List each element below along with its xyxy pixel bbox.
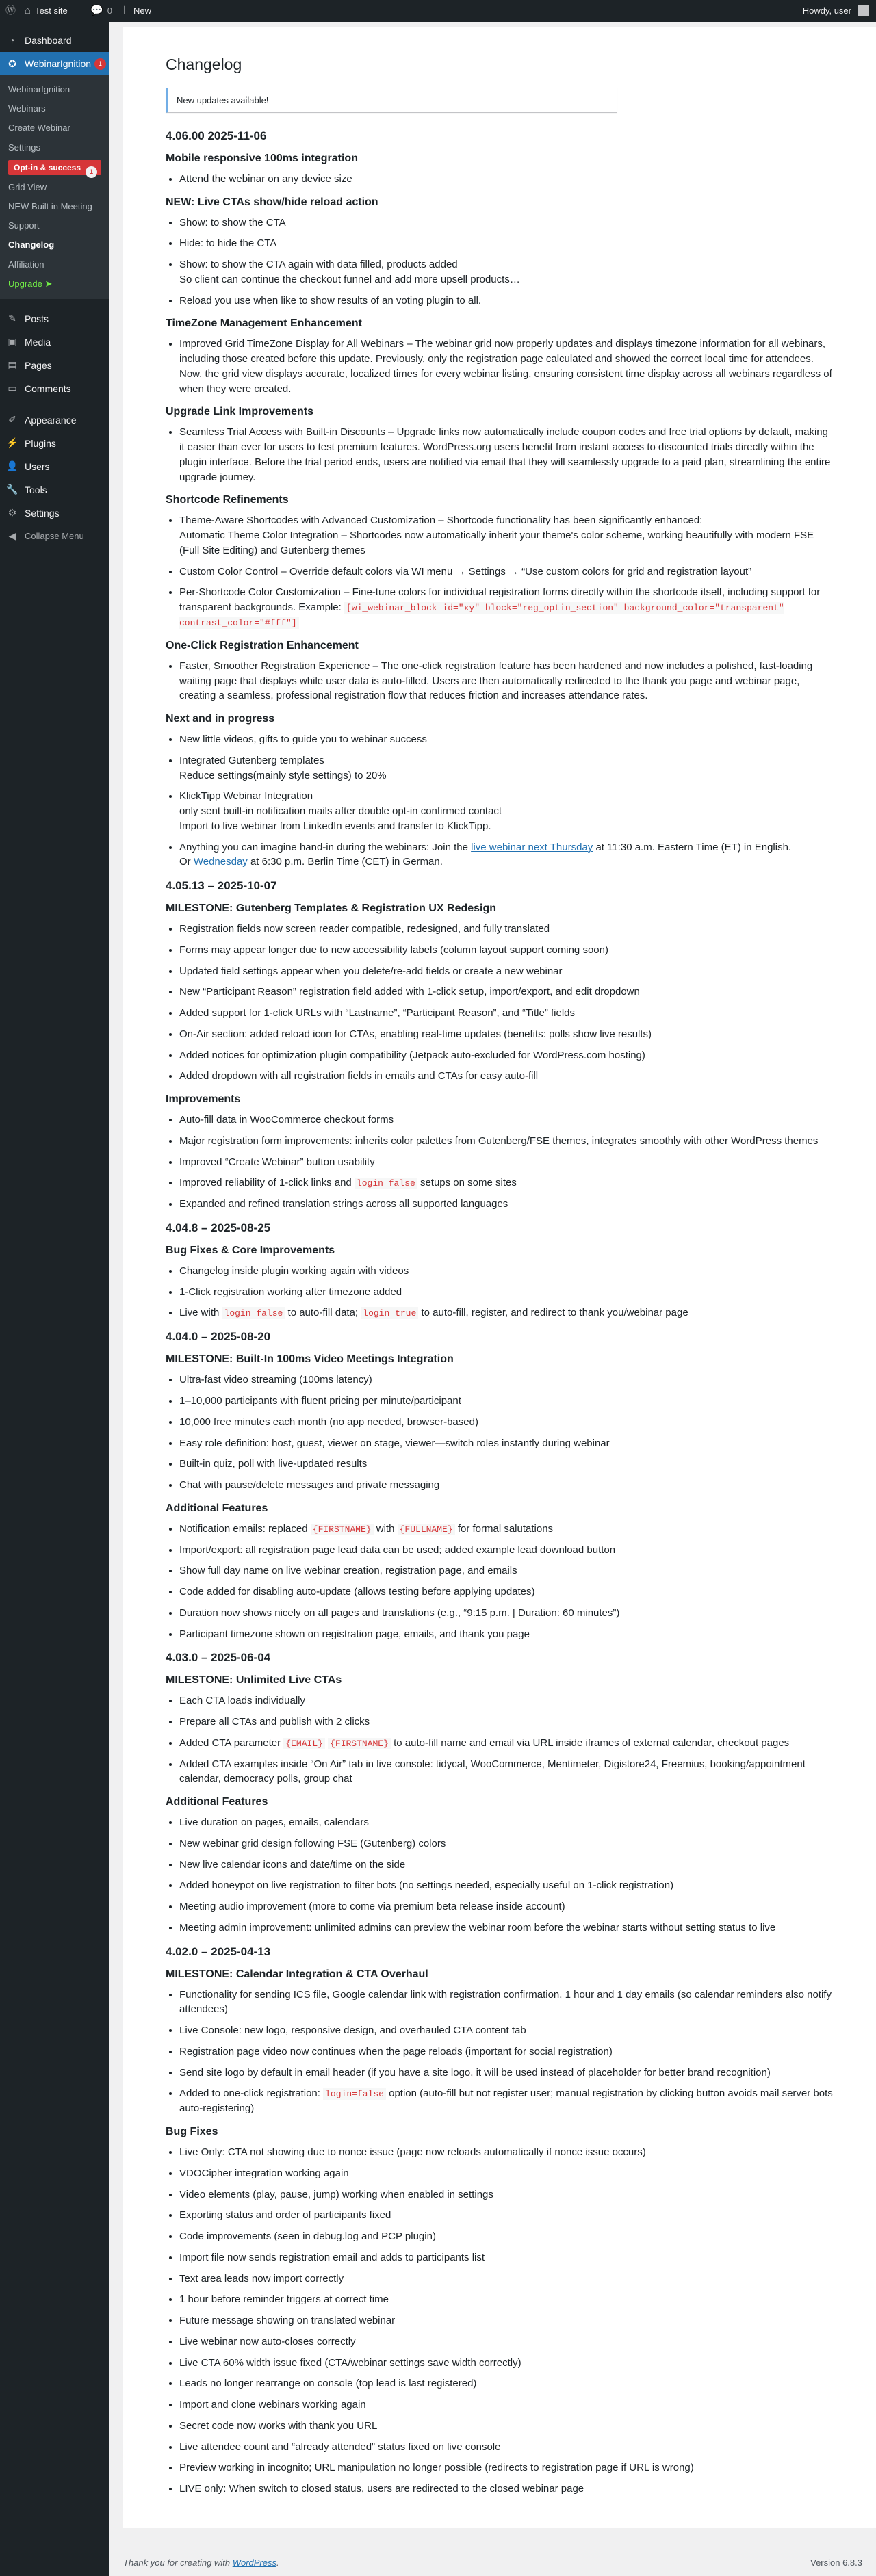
list-item: • New little videos, gifts to guide you to webinar success	[179, 732, 834, 747]
webinarignition-icon: ✪	[8, 57, 16, 69]
menu-appearance[interactable]: ✐ Appearance	[0, 408, 110, 432]
section-heading: Improvements	[166, 1093, 241, 1106]
live-webinar-link[interactable]: live webinar next Thursday	[471, 841, 593, 853]
list-item: • Custom Color Control – Override default colors via WI menu → Settings → “Use custom colors for grid and registration layout”	[179, 564, 834, 580]
comments-link[interactable]: 💬 0	[90, 0, 112, 22]
list-item: • Forms may appear longer due to new accessibility labels (column layout support coming soon)	[179, 943, 834, 958]
list-item: • 1 hour before reminder triggers at correct time	[179, 2292, 834, 2307]
section-heading: Bug Fixes & Core Improvements	[166, 1244, 335, 1256]
list-item: • Improved “Create Webinar” button usability	[179, 1155, 834, 1170]
section-heading: NEW: Live CTAs show/hide reload action	[166, 196, 378, 208]
code-snippet: login=false	[323, 2088, 386, 2100]
section-heading: MILESTONE: Calendar Integration & CTA Overhaul	[166, 1968, 428, 1980]
menu-webinarignition[interactable]: ✪ WebinarIgnition 1	[0, 52, 110, 75]
list-item: • Functionality for sending ICS file, Google calendar link with registration confirmation, 1 hour and 1 day emails (so calendar reminders also notify attendees)	[179, 1988, 834, 2018]
list-item: • Built-in quiz, poll with live-updated results	[179, 1457, 834, 1472]
list-item: • Improved Grid TimeZone Display for All Webinars – The webinar grid now properly updates and displays timezone information for all webinars, including those created before this update. Previously, only the registration page calculated and showed the correct local time for attendees. Now, the grid view displays accurate, localized times for every webinar listing, ensuring consistent time display across all webinars regardless of when they were created.	[179, 337, 834, 396]
list-item: • Added CTA parameter {EMAIL} {FIRSTNAME} to auto-fill name and email via URL inside iframes of external calendar, checkout pages	[179, 1736, 834, 1751]
list-item: • Live Only: CTA not showing due to nonce issue (page now reloads automatically if nonce issue occurs)	[179, 2145, 834, 2160]
list-item: • Auto-fill data in WooCommerce checkout forms	[179, 1113, 834, 1128]
list-item: • Text area leads now import correctly	[179, 2272, 834, 2287]
list-item: • Anything you can imagine hand-in during the webinars: Join the live webinar next Thursday at 11:30 a.m. Eastern Time (ET) in English. Or Wednesday at 6:30 p.m. Berlin Time (CET) in German.	[179, 840, 834, 870]
list-item: • Code added for disabling auto-update (allows testing before applying updates)	[179, 1585, 834, 1600]
list-item: • Show full day name on live webinar creation, registration page, and emails	[179, 1563, 834, 1578]
code-snippet: login=false	[222, 1307, 285, 1319]
page-icon: ▤	[8, 359, 17, 371]
list-item: • Chat with pause/delete messages and private messaging	[179, 1478, 834, 1493]
list-item: • LIVE only: When switch to closed status, users are redirected to the closed webinar page	[179, 2482, 834, 2497]
comment-bubble-icon: 💬	[90, 5, 103, 16]
version-heading: 4.06.00 2025-11-06	[166, 129, 267, 142]
list-item: • New “Participant Reason” registration field added with 1-click setup, import/export, and edit dropdown	[179, 985, 834, 1000]
list-item: • Import file now sends registration email and adds to participants list	[179, 2250, 834, 2265]
plus-icon: ＋	[119, 5, 130, 16]
changelog-panel	[123, 27, 876, 2528]
list-item: • Notification emails: replaced {FIRSTNAME} with {FULLNAME} for formal salutations	[179, 1522, 834, 1537]
list-item: • Live with login=false to auto-fill data; login=true to auto-fill, register, and redirect to thank you/webinar page	[179, 1305, 834, 1320]
footer-version: Version 6.8.3	[810, 2558, 862, 2568]
admin-sidebar	[0, 22, 110, 2576]
list-item: • Prepare all CTAs and publish with 2 clicks	[179, 1715, 834, 1730]
account-menu[interactable]: Howdy, user	[803, 0, 869, 22]
list-item: • Meeting admin improvement: unlimited admins can preview the webinar room before the webinar starts without setting status to live	[179, 1921, 834, 1936]
list-item: • Updated field settings appear when you delete/re-add fields or create a new webinar	[179, 964, 834, 979]
section-heading: Additional Features	[166, 1796, 268, 1808]
list-item: • Registration page video now continues when the page reloads (important for social registration)	[179, 2044, 834, 2059]
list-item: • Registration fields now screen reader compatible, redesigned, and fully translated	[179, 922, 834, 937]
list-item: • Major registration form improvements: inherits color palettes from Gutenberg/FSE themes, integrates smoothly with other WordPress themes	[179, 1134, 834, 1149]
section-heading: Additional Features	[166, 1502, 268, 1514]
code-snippet: login=true	[361, 1307, 418, 1319]
update-badge: 1	[94, 58, 106, 70]
section-heading: TimeZone Management Enhancement	[166, 317, 362, 330]
version-heading: 4.03.0 – 2025-06-04	[166, 1651, 271, 1665]
list-item: • 1–10,000 participants with fluent pricing per minute/participant	[179, 1394, 834, 1409]
home-icon: ⌂	[25, 5, 31, 16]
list-item: • Code improvements (seen in debug.log and PCP plugin)	[179, 2229, 834, 2244]
media-icon: ▣	[8, 336, 17, 348]
section-heading: One-Click Registration Enhancement	[166, 639, 359, 651]
list-item: • Send site logo by default in email header (if you have a site logo, it will be used instead of placeholder for better brand recognition)	[179, 2066, 834, 2081]
list-item: • Faster, Smoother Registration Experience – The one-click registration feature has been hardened and now includes a polished, fast-loading waiting page that displays while user data is auto-filled. Users are then automatically redirected to the thank you page and webinar page, creating a seamless, professional registration flow that reduces friction and increases attendance rates.	[179, 659, 834, 703]
list-item: • Import/export: all registration page lead data can be used; added example lead download button	[179, 1543, 834, 1558]
section-heading: Bug Fixes	[166, 2126, 218, 2138]
submenu-affiliation[interactable]: Affiliation	[8, 259, 44, 270]
submenu-settings[interactable]: Settings	[8, 142, 40, 153]
list-item: • Meeting audio improvement (more to come via premium beta release inside account)	[179, 1899, 834, 1914]
list-item: • Ultra-fast video streaming (100ms latency)	[179, 1372, 834, 1388]
submenu-create-webinar[interactable]: Create Webinar	[8, 122, 70, 133]
code-snippet: [wi_webinar_block id="xy" block="reg_optin_section" background_color="transparent" contrast_color="#fff"]	[179, 603, 784, 628]
menu-users[interactable]: 👤 Users	[6, 460, 50, 472]
list-item: • On-Air section: added reload icon for CTAs, enabling real-time updates (benefits: polls show live results)	[179, 1027, 834, 1042]
menu-plugins[interactable]: ⚡ Plugins	[6, 437, 56, 449]
version-heading: 4.05.13 – 2025-10-07	[166, 879, 277, 893]
list-item: • Show: to show the CTA again with data filled, products added So client can continue the checkout funnel and add more upsell products…	[179, 257, 834, 287]
list-item: • 10,000 free minutes each month (no app needed, browser-based)	[179, 1415, 834, 1430]
pin-icon: ✎	[8, 313, 16, 324]
list-item: • Live attendee count and “already attended” status fixed on live console	[179, 2440, 834, 2455]
settings-icon: ⚙	[8, 507, 17, 519]
list-item: • KlickTipp Webinar Integration only sent built-in notification mails after double opt-in confirmed contact Import to live webinar from LinkedIn events and transfer to KlickTipp.	[179, 789, 834, 833]
list-item: • New webinar grid design following FSE (Gutenberg) colors	[179, 1836, 834, 1851]
footer-thanks: Thank you for creating with WordPress.	[123, 2558, 279, 2568]
menu-posts[interactable]: ✎ Posts	[0, 307, 110, 330]
list-item: • Added CTA examples inside “On Air” tab in live console: tidycal, WooCommerce, Mentimeter, Digistore24, Freemius, booking/appointment calendar, democracy polls, group chat	[179, 1757, 834, 1787]
submenu-built-in-meeting[interactable]: NEW Built in Meeting	[8, 200, 92, 211]
list-item: • Added honeypot on live registration to filter bots (no settings needed, especially useful on 1-click registration)	[179, 1878, 834, 1893]
list-item: • Video elements (play, pause, jump) working when enabled in settings	[179, 2187, 834, 2202]
submenu-grid-view[interactable]: Grid View	[8, 181, 47, 192]
list-item: • Show: to show the CTA	[179, 216, 834, 231]
list-item: • Seamless Trial Access with Built-in Discounts – Upgrade links now automatically include coupon codes and free trial options by default, making it easier than ever for users to test premium features. WordPress.org users benefit from instant access to discounted trials directly within the plugin interface. Before the trial period ends, users are notified via email that they will seamlessly upgrade to a paid plan, streamlining the entire upgrade journey.	[179, 425, 834, 484]
optin-badge: 1	[86, 166, 97, 178]
collapse-icon: ◀	[8, 530, 16, 542]
menu-dashboard[interactable]: ◔ Dashboard	[0, 29, 110, 52]
main-content	[110, 22, 876, 2560]
list-item: • Improved reliability of 1-click links and login=false setups on some sites	[179, 1175, 834, 1191]
list-item: • Easy role definition: host, guest, viewer on stage, viewer—switch roles instantly during webinar	[179, 1436, 834, 1451]
menu-media[interactable]: ▣ Media	[0, 330, 110, 354]
list-item: • Changelog inside plugin working again with videos	[179, 1264, 834, 1279]
list-item: • Exporting status and order of participants fixed	[179, 2208, 834, 2223]
list-item: • 1-Click registration working after timezone added	[179, 1285, 834, 1300]
submenu-optin-success[interactable]: Opt-in & success 1	[8, 160, 101, 175]
version-heading: 4.02.0 – 2025-04-13	[166, 1944, 271, 1958]
menu-pages[interactable]: ▤ Pages	[0, 354, 110, 377]
list-item: • New live calendar icons and date/time on the side	[179, 1858, 834, 1873]
list-item: • Participant timezone shown on registration page, emails, and thank you page	[179, 1627, 834, 1642]
wrench-icon: 🔧	[6, 484, 18, 495]
menu-settings[interactable]: ⚙ Settings	[0, 502, 110, 525]
submenu-changelog[interactable]: Changelog	[8, 239, 55, 250]
code-snippet: {EMAIL}	[283, 1738, 325, 1749]
list-item: • Secret code now works with thank you URL	[179, 2419, 834, 2434]
section-heading: MILESTONE: Gutenberg Templates & Registration UX Redesign	[166, 902, 497, 915]
list-item: • Import and clone webinars working again	[179, 2397, 834, 2412]
code-snippet: {FULLNAME}	[398, 1524, 455, 1535]
admin-bar	[0, 0, 876, 22]
dashboard-icon: ◔	[9, 35, 16, 46]
list-item: • Hide: to hide the CTA	[179, 236, 834, 251]
section-heading: MILESTONE: Built-In 100ms Video Meetings Integration	[166, 1353, 454, 1366]
admin-footer	[123, 2558, 862, 2568]
plug-icon: ⚡	[6, 437, 18, 449]
code-snippet: {FIRSTNAME}	[328, 1738, 391, 1749]
brush-icon: ✐	[8, 414, 16, 426]
list-item: • Added to one-click registration: login=false option (auto-fill but not register user; manual registration by clicking button avoids mail server bots auto-registering)	[179, 2086, 834, 2116]
submenu-upgrade[interactable]: Upgrade ➤	[8, 278, 53, 289]
list-item: • Added dropdown with all registration fields in emails and CTAs for easy auto-fill	[179, 1069, 834, 1084]
list-item: • Duration now shows nicely on all pages and translations (e.g., “9:15 p.m. | Duration: 60 minutes”)	[179, 1606, 834, 1621]
submenu-webinars[interactable]: Webinars	[8, 103, 46, 114]
list-item: • Live duration on pages, emails, calendars	[179, 1815, 834, 1830]
list-item: • Preview working in incognito; URL manipulation no longer possible (redirects to registration page if URL is wrong)	[179, 2460, 834, 2475]
new-content-link[interactable]: ＋ New	[119, 0, 151, 22]
list-item: • VDOCipher integration working again	[179, 2166, 834, 2181]
webinarignition-submenu	[0, 75, 110, 299]
comment-icon: ▭	[8, 382, 17, 394]
list-item: • Expanded and refined translation strings across all supported languages	[179, 1197, 834, 1212]
wednesday-webinar-link[interactable]: Wednesday	[193, 856, 248, 868]
list-item: • Live CTA 60% width issue fixed (CTA/webinar settings save width correctly)	[179, 2356, 834, 2371]
list-item: • Leads no longer rearrange on console (top lead is last registered)	[179, 2376, 834, 2391]
section-heading: MILESTONE: Unlimited Live CTAs	[166, 1674, 342, 1687]
update-notice: New updates available!	[166, 88, 617, 113]
list-item: • Live Console: new logo, responsive design, and overhauled CTA content tab	[179, 2023, 834, 2038]
avatar	[858, 5, 869, 16]
submenu-support[interactable]: Support	[8, 220, 40, 231]
users-icon: 👤	[6, 460, 18, 472]
site-name-link[interactable]: ⌂ Test site	[25, 0, 68, 22]
collapse-menu-button[interactable]: ◀ Collapse Menu	[0, 525, 110, 548]
list-item: • Reload you use when like to show results of an voting plugin to all.	[179, 294, 834, 309]
list-item: • Per-Shortcode Color Customization – Fine-tune colors for individual registration forms directly within the shortcode itself, including support for transparent backgrounds. Example: [wi_webinar_block id="xy" block="reg_optin_section" background_color="transparent" contrast_color="#fff"]	[179, 585, 834, 629]
list-item: • Added support for 1-click URLs with “Lastname”, “Participant Reason”, and “Title” fields	[179, 1006, 834, 1021]
section-heading: Shortcode Refinements	[166, 494, 289, 506]
list-item: • Attend the webinar on any device size	[179, 172, 834, 187]
wordpress-link[interactable]: WordPress	[232, 2558, 276, 2568]
menu-comments[interactable]: ▭ Comments	[0, 377, 110, 400]
list-item: • Each CTA loads individually	[179, 1693, 834, 1708]
page-title: Changelog	[166, 55, 242, 73]
code-snippet: login=false	[355, 1178, 417, 1189]
list-item: • Future message showing on translated webinar	[179, 2313, 834, 2328]
section-heading: Upgrade Link Improvements	[166, 406, 314, 418]
submenu-webinarignition[interactable]: WebinarIgnition	[8, 84, 70, 94]
list-item: • Theme-Aware Shortcodes with Advanced Customization – Shortcode functionality has been significantly enhanced: Automatic Theme Color Integration – Shortcodes now automatically inherit your theme's color scheme, working beautifully with modern FSE (Full Site Editing) and Gutenberg themes	[179, 513, 834, 558]
version-heading: 4.04.0 – 2025-08-20	[166, 1330, 271, 1344]
list-item: • Added notices for optimization plugin compatibility (Jetpack auto-excluded for WordPress.com hosting)	[179, 1048, 834, 1063]
version-heading: 4.04.8 – 2025-08-25	[166, 1221, 271, 1234]
code-snippet: {FIRSTNAME}	[311, 1524, 374, 1535]
menu-tools[interactable]: 🔧 Tools	[6, 484, 47, 495]
list-item: • Live webinar now auto-closes correctly	[179, 2334, 834, 2350]
list-item: • Integrated Gutenberg templates Reduce settings(mainly style settings) to 20%	[179, 753, 834, 783]
section-heading: Next and in progress	[166, 713, 275, 725]
section-heading: Mobile responsive 100ms integration	[166, 152, 358, 164]
wordpress-logo-icon[interactable]: Ⓦ	[5, 5, 16, 16]
